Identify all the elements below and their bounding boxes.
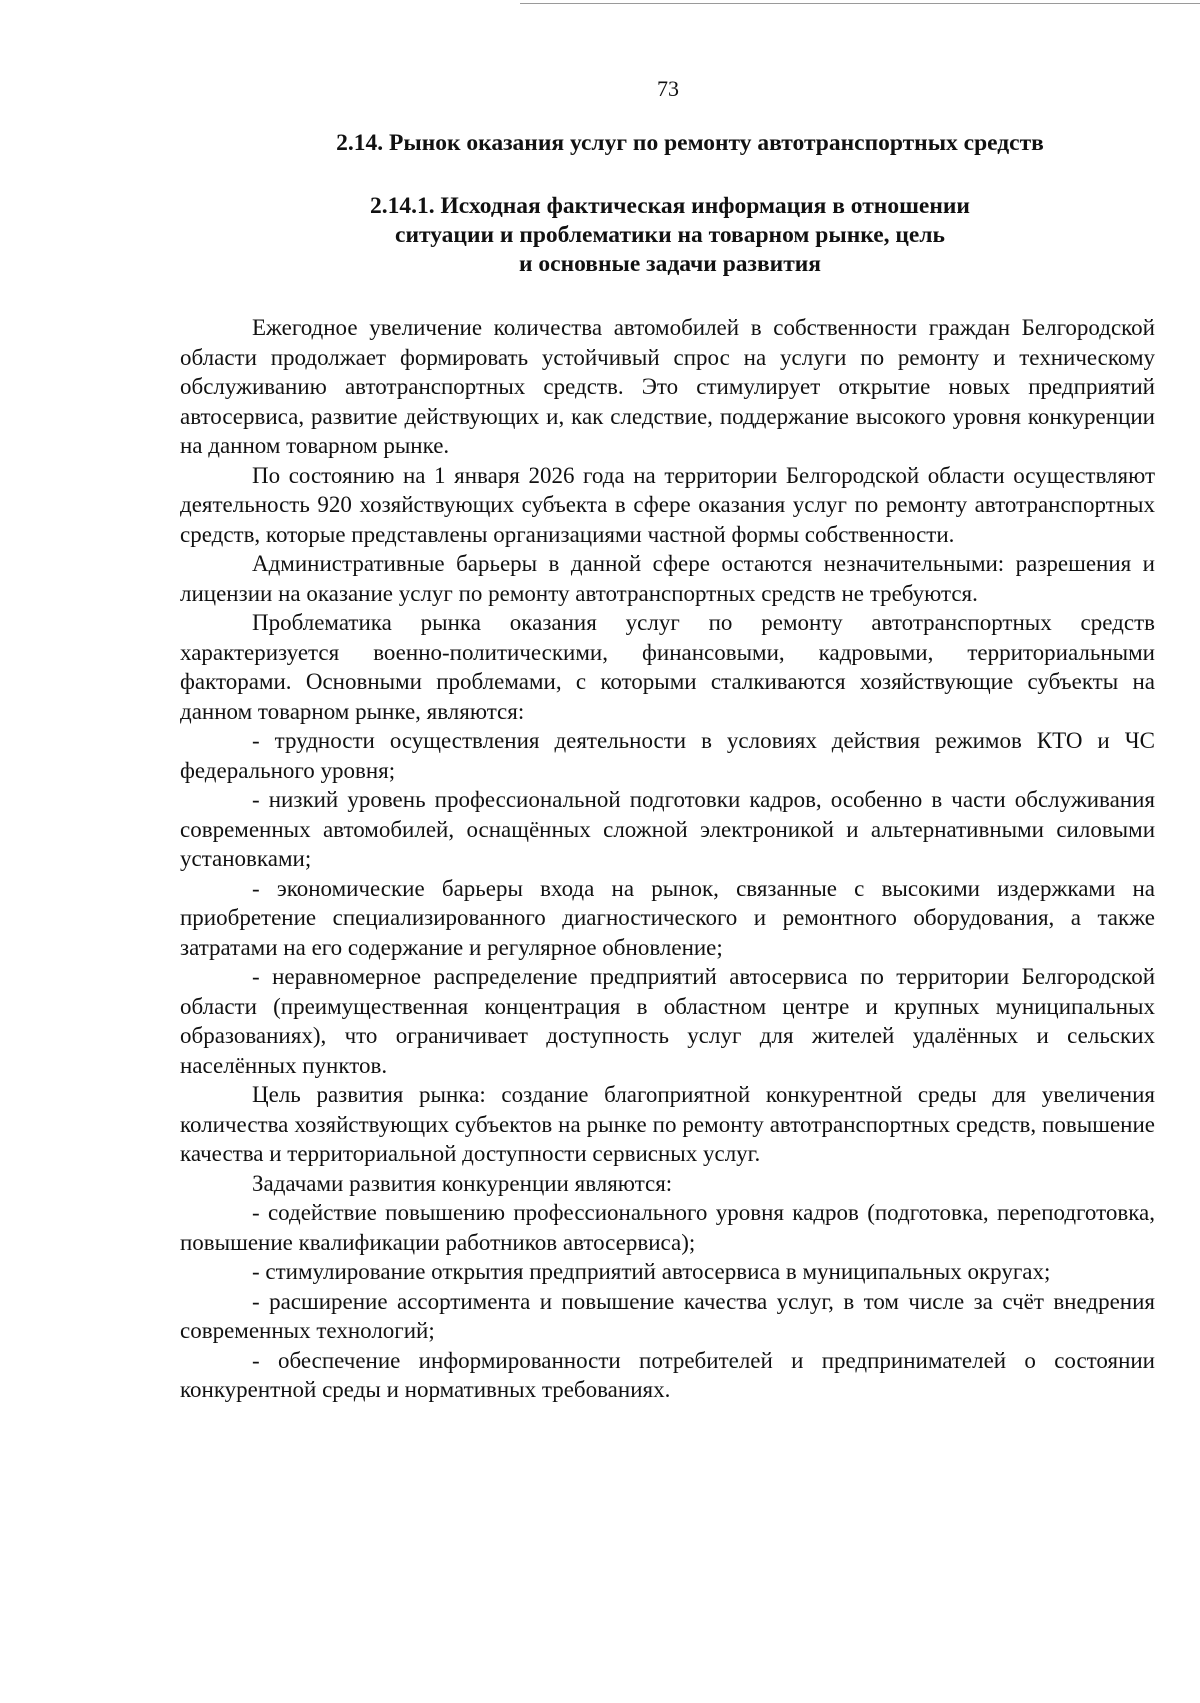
problem-item-economic-barriers: - экономические барьеры входа на рынок, связанные с высокими издержками на приобретение специализированного диагностического и ремонтного оборудования, а также затратами на его содержание и регулярное обновление; <box>180 875 1155 960</box>
task-item-assortment: - расширение ассортимента и повышение качества услуг, в том числе за счёт внедрения современных технологий; <box>180 1288 1155 1343</box>
paragraph-admin-barriers: Административные барьеры в данной сфере остаются незначительными: разрешения и лицензии на оказание услуг по ремонту автотранспортных средств не требуются. <box>180 551 1155 606</box>
paragraph-market-goal: Цель развития рынка: создание благоприятной конкурентной среды для увеличения количества хозяйствующих субъектов на рынке по ремонту автотранспортных средств, повышение качества и территориальной доступности сервисных услуг. <box>180 1082 1155 1166</box>
subsection-title-line-2: ситуации и проблематики на товарном рынке, цель <box>395 222 945 248</box>
problem-item-uneven-distribution: - неравномерное распределение предприятий автосервиса по территории Белгородской области (преимущественная концентрация в областном центре и крупных муниципальных образованиях), что ограничивает доступность услуг для жителей удалённых и сельских населённых пунктов. <box>180 964 1155 1078</box>
paragraph-car-growth: Ежегодное увеличение количества автомобилей в собственности граждан Белгородской области продолжает формировать устойчивый спрос на услуги по ремонту и техническому обслуживанию автотранспортных средств. Это стимулирует открытие новых предприятий автосервиса, развитие действующих и, как следствие, поддержание высокого уровня конкуренции на данном товарном рынке. <box>180 315 1155 458</box>
problem-item-kto-chs: - трудности осуществления деятельности в условиях действия режимов КТО и ЧС федерального уровня; <box>180 728 1155 783</box>
paragraph-problems-intro: Проблематика рынка оказания услуг по ремонту автотранспортных средств характеризуется военно-политическими, финансовыми, кадровыми, территориальными факторами. Основными проблемами, с которыми сталкиваются хозяйствующие субъекты на данном товарном рынке, являются: <box>180 610 1155 724</box>
subsection-title <box>180 192 1160 279</box>
paragraph-market-entities: По состоянию на 1 января 2026 года на территории Белгородской области осуществляют деятельность 920 хозяйствующих субъекта в сфере оказания услуг по ремонту автотранспортных средств, которые представлены организациями частной формы собственности. <box>180 462 1155 547</box>
scan-edge-line <box>520 3 1200 4</box>
page-number: 73 <box>657 76 679 101</box>
paragraph-tasks-intro: Задачами развития конкуренции являются: <box>252 1170 673 1196</box>
task-item-staff-level: - содействие повышению профессионального уровня кадров (подготовка, переподготовка, повышение квалификации работников автосервиса); <box>180 1200 1155 1255</box>
task-item-awareness: - обеспечение информированности потребителей и предпринимателей о состоянии конкурентной среды и нормативных требованиях. <box>180 1347 1155 1402</box>
task-item-new-services: - стимулирование открытия предприятий автосервиса в муниципальных округах; <box>252 1259 1051 1284</box>
problem-item-staff-training: - низкий уровень профессиональной подготовки кадров, особенно в части обслуживания современных автомобилей, оснащённых сложной электроникой и альтернативными силовыми установками; <box>180 787 1155 871</box>
subsection-title-line-1: 2.14.1. Исходная фактическая информация в отношении <box>370 193 970 219</box>
document-body <box>180 313 1155 1405</box>
subsection-title-line-3: и основные задачи развития <box>518 251 822 277</box>
section-title: 2.14. Рынок оказания услуг по ремонту автотранспортных средств <box>336 130 1044 156</box>
